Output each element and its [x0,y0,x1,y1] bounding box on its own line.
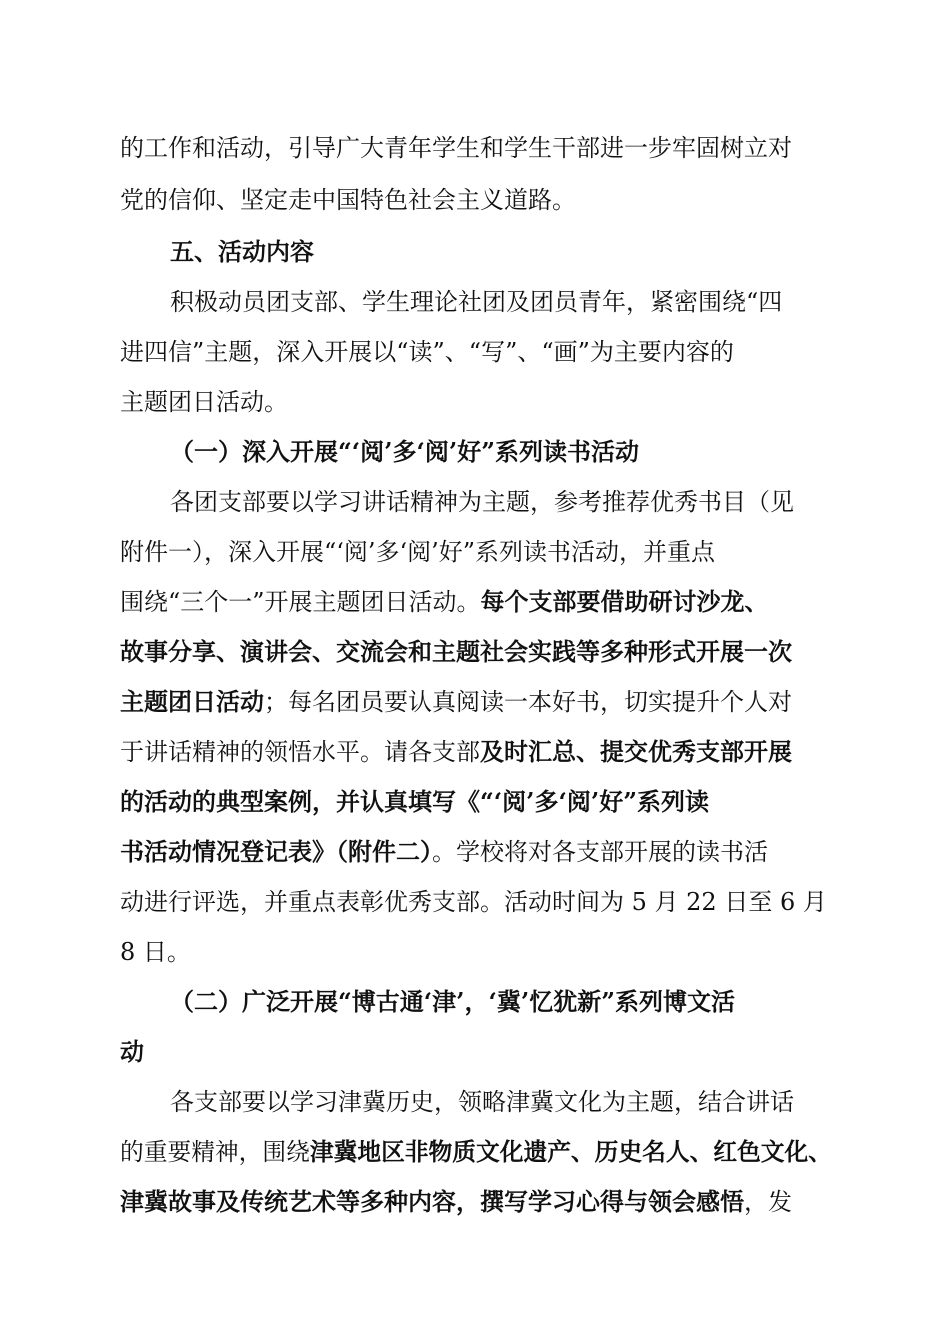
text-segment: ，发 [744,1188,792,1216]
text-line [120,184,576,216]
text-segment: 动 [120,1037,144,1066]
text-line [120,636,792,668]
text-line [170,1086,794,1118]
text-segment: 主题团日活动。 [120,388,288,416]
text-segment: 附件一），深入开展“‘阅’多‘阅’好”系列读书活动，并重点 [120,538,716,566]
text-line [170,286,782,318]
text-segment-bold: 的活动的典型案例，并认真填写《“‘阅’多‘阅’好”系列读 [120,787,710,816]
text-line [170,486,794,518]
text-line [120,586,769,618]
text-line [120,736,792,768]
text-line [120,1186,792,1218]
text-segment-bold: 津冀故事及传统艺术等多种内容，撰写学习心得与领会感悟 [120,1187,744,1216]
text-segment-bold: 主题团日活动 [120,687,264,716]
text-segment: 积极动员团支部、学生理论社团及团员青年，紧密围绕“四 [170,288,783,316]
text-segment-bold: 故事分享、演讲会、交流会和主题社会实践等多种形式开展一次 [120,637,792,666]
text-segment-bold: 书活动情况登记表》（附件二） [120,837,432,866]
text-line [120,886,827,918]
text-segment: 党的信仰、坚定走中国特色社会主义道路。 [120,186,576,214]
text-segment: 于讲话精神的领悟水平。请各支部 [120,738,480,766]
text-line [120,386,288,418]
text-segment: 。学校将对各支部开展的读书活 [432,838,768,866]
text-segment-bold: 及时汇总、提交优秀支部开展 [480,737,792,766]
text-line [120,536,715,568]
text-line [120,786,709,818]
subsection-heading [170,436,639,468]
text-segment: ；每名团员要认真阅读一本好书，切实提升个人对 [264,688,792,716]
text-line [120,836,768,868]
text-line [120,132,792,164]
text-line [120,936,191,968]
text-segment-bold: 津冀地区非物质文化遗产、历史名人、红色文化、 [309,1137,832,1166]
text-segment: 的工作和活动，引导广大青年学生和学生干部进一步牢固树立对 [120,134,792,162]
text-line [120,1136,832,1168]
text-segment: 五、活动内容 [170,237,314,266]
text-segment: 各支部要以学习津冀历史，领略津冀文化为主题，结合讲话 [170,1088,794,1116]
text-segment: 围绕“三个一”开展主题团日活动。 [120,588,481,616]
text-segment: （一）深入开展“‘阅’多‘阅’好”系列读书活动 [170,437,640,466]
text-segment: 动进行评选，并重点表彰优秀支部。活动时间为 5 月 22 日至 6 月 [120,888,827,916]
subsection-heading [170,986,735,1018]
text-segment: 8 日。 [120,938,191,966]
text-line [120,336,734,368]
text-segment: 进四信”主题，深入开展以“读”、“写”、“画”为主要内容的 [120,338,734,366]
text-line [120,686,792,718]
text-line [120,1036,144,1068]
text-segment: 的重要精神，围绕 [120,1138,310,1166]
text-segment: （二）广泛开展“博古通‘津’，‘冀’忆犹新”系列博文活 [170,987,736,1016]
text-segment-bold: 每个支部要借助研讨沙龙、 [480,587,769,616]
section-heading [170,236,314,268]
text-segment: 各团支部要以学习讲话精神为主题，参考推荐优秀书目（见 [170,488,794,516]
